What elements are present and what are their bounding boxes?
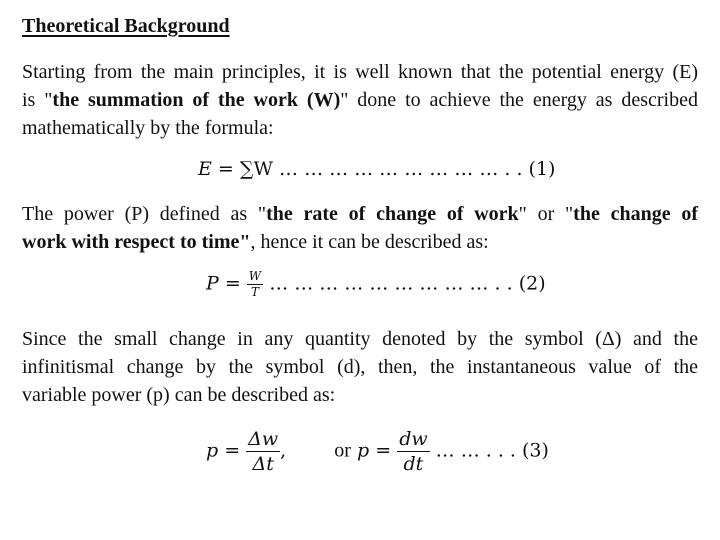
fraction-w-over-t (247, 270, 263, 299)
fraction-denominator: dt (397, 451, 429, 475)
equation-1 (198, 158, 555, 180)
section-heading: Theoretical Background (22, 15, 230, 37)
equation-lhs: p = (206, 439, 241, 462)
fraction-dw-over-dt (397, 428, 429, 475)
equation-number: (2) (518, 272, 546, 295)
equation-lhs: P = (206, 272, 241, 295)
fraction-numerator: Δw (248, 428, 279, 450)
bold-phrase: the rate of change of work (266, 203, 519, 225)
paragraph-potential-energy (22, 58, 698, 142)
bold-phrase: the change of (573, 203, 698, 225)
paragraph-power (22, 200, 698, 256)
paragraph-line: infinitismal change by the symbol (d), then, the instantaneous value of the (22, 356, 698, 378)
paragraph-instantaneous-power (22, 325, 698, 409)
equation-lhs-2: p = (357, 439, 392, 462)
equation-lhs: E (198, 158, 212, 180)
bold-phrase: the summation of the work (W) (52, 89, 341, 111)
equation-number: (1) (528, 158, 556, 180)
paragraph-line: Starting from the main principles, it is well known that the potential energy (E) (22, 61, 698, 83)
paragraph-line: is "the summation of the work (W)" done to achieve the energy as described (22, 89, 698, 111)
fraction-numerator: dw (399, 428, 428, 450)
fraction-delta-w-over-delta-t (246, 428, 280, 475)
equation-rhs: = ∑W (217, 158, 273, 180)
paragraph-line: work with respect to time", hence it can be described as: (22, 231, 489, 253)
equation-3 (206, 428, 549, 475)
equation-number: (3) (522, 439, 549, 462)
fraction-numerator: W (248, 269, 262, 283)
equation-2 (206, 270, 546, 299)
paragraph-line: Since the small change in any quantity denoted by the symbol (Δ) and the (22, 328, 698, 350)
or-word: or (334, 439, 351, 462)
leader-dots: … … . . . (435, 439, 516, 462)
paragraph-line: The power (P) defined as "the rate of change of work" or "the change of (22, 203, 698, 225)
fraction-denominator: T (247, 284, 263, 299)
fraction-denominator: Δt (246, 451, 280, 475)
leader-dots: … … … … … … … … … . . (269, 272, 513, 295)
comma: , (280, 439, 287, 462)
paragraph-line: mathematically by the formula: (22, 117, 274, 139)
bold-phrase: work with respect to time" (22, 231, 251, 253)
leader-dots: … … … … … … … … … . . (272, 158, 523, 180)
paragraph-line: variable power (p) can be described as: (22, 384, 336, 406)
